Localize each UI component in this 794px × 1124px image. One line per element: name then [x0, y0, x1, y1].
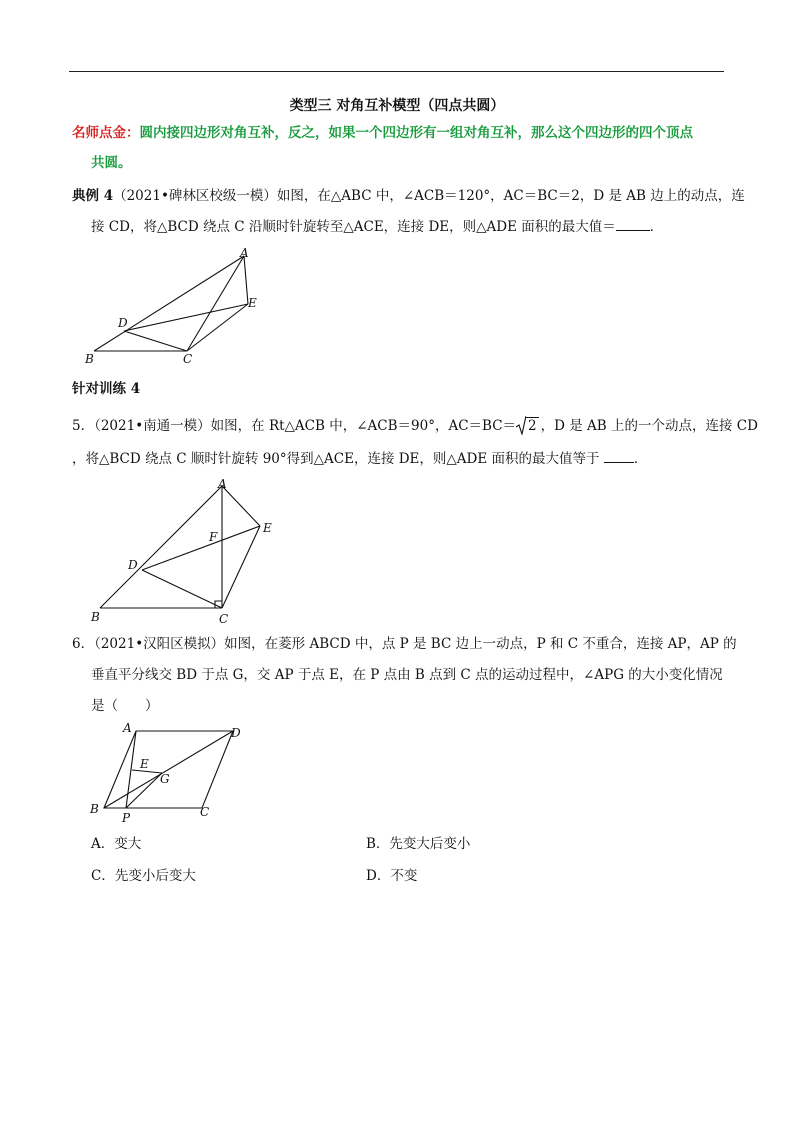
option-b[interactable]: B．先变大后变小: [366, 836, 471, 852]
segment-DC: [142, 570, 222, 608]
label-F: F: [209, 530, 218, 544]
q5-text-1a: 5．（2021•南通一模）如图，在 Rt△ACB 中，∠ACB＝90°，AC＝BC＝: [72, 418, 517, 434]
answer-blank[interactable]: [616, 218, 650, 231]
q5-line-2: [72, 450, 647, 468]
q5-figure: [88, 478, 288, 628]
segment-DC: [124, 331, 187, 351]
label-E: E: [248, 296, 257, 310]
segment-DE: [124, 304, 248, 331]
option-d[interactable]: D．不变: [366, 868, 418, 884]
label-B: B: [85, 352, 94, 366]
tip-line-1: [72, 124, 693, 142]
example4-line-2: [91, 218, 663, 236]
q6-line-1: 6．（2021•汉阳区模拟）如图，在菱形 ABCD 中，点 P 是 BC 边上一动点，P 和 C 不重合，连接 AP，AP 的: [72, 636, 737, 652]
label-A: A: [240, 246, 249, 260]
tip-text-1: 圆内接四边形对角互补，反之，如果一个四边形有一组对角互补，那么这个四边形的四个顶点: [139, 125, 693, 141]
tip-label: 名师点金：: [72, 125, 140, 141]
label-E: E: [263, 521, 272, 535]
label-B: B: [90, 802, 99, 816]
label-P: P: [122, 811, 131, 825]
example4-text-2-end: ．: [649, 219, 664, 235]
practice-heading: 针对训练 4: [72, 381, 141, 397]
label-D: D: [231, 726, 241, 740]
sqrt-icon: [516, 415, 526, 435]
q6-figure: [85, 720, 255, 825]
label-C: C: [200, 805, 210, 819]
example4-figure: [80, 245, 280, 375]
segment-BD: [104, 731, 233, 808]
answer-blank[interactable]: [604, 450, 634, 463]
label-C: C: [219, 612, 229, 626]
label-A: A: [123, 721, 132, 735]
label-E: E: [140, 757, 149, 771]
label-A: A: [218, 477, 227, 491]
segment-BA: [94, 256, 244, 351]
q5-text-2-end: ．: [633, 451, 648, 467]
tip-line-2: [91, 154, 132, 172]
section-title: 类型三 对角互补模型（四点共圆）: [289, 98, 505, 114]
q6-line-3: 是（ ）: [91, 698, 159, 714]
segment-CA: [187, 256, 244, 351]
tip-text-2: 共圆。: [91, 155, 132, 171]
label-G: G: [160, 772, 170, 786]
label-D: D: [128, 558, 138, 572]
option-c[interactable]: C．先变小后变大: [91, 868, 196, 884]
example4-text-1: （2021•碑林区校级一模）如图，在△ABC 中，∠ACB＝120°，AC＝BC＝2，D 是 AB 边上的动点，连: [113, 188, 745, 204]
segment-PG: [126, 773, 162, 808]
q5-line-1: [72, 417, 758, 435]
label-C: C: [183, 352, 193, 366]
example4-text-2: 接 CD，将△BCD 绕点 C 沿顺时针旋转至△ACE，连接 DE，则△ADE 面积的最大值＝: [91, 219, 616, 235]
example4-line-1: [72, 187, 745, 205]
q6-line-2: 垂直平分线交 BD 于点 G，交 AP 于点 E，在 P 点由 B 点到 C 点的运动过程中，∠APG 的大小变化情况: [91, 667, 723, 683]
sqrt-expression: [516, 417, 539, 435]
label-D: D: [118, 316, 128, 330]
example4-label: 典例 4: [72, 188, 114, 204]
option-a[interactable]: A．变大: [91, 836, 142, 852]
q5-text-2: ，将△BCD 绕点 C 顺时针旋转 90°得到△ACE，连接 DE，则△ADE 面积的最大值等于: [72, 451, 600, 467]
header-rule: [69, 71, 724, 72]
sqrt-radicand: 2: [528, 418, 537, 434]
segment-AE: [222, 486, 260, 526]
q5-text-1b: ，D 是 AB 上的一个动点，连接 CD: [540, 418, 758, 434]
label-B: B: [91, 610, 100, 624]
